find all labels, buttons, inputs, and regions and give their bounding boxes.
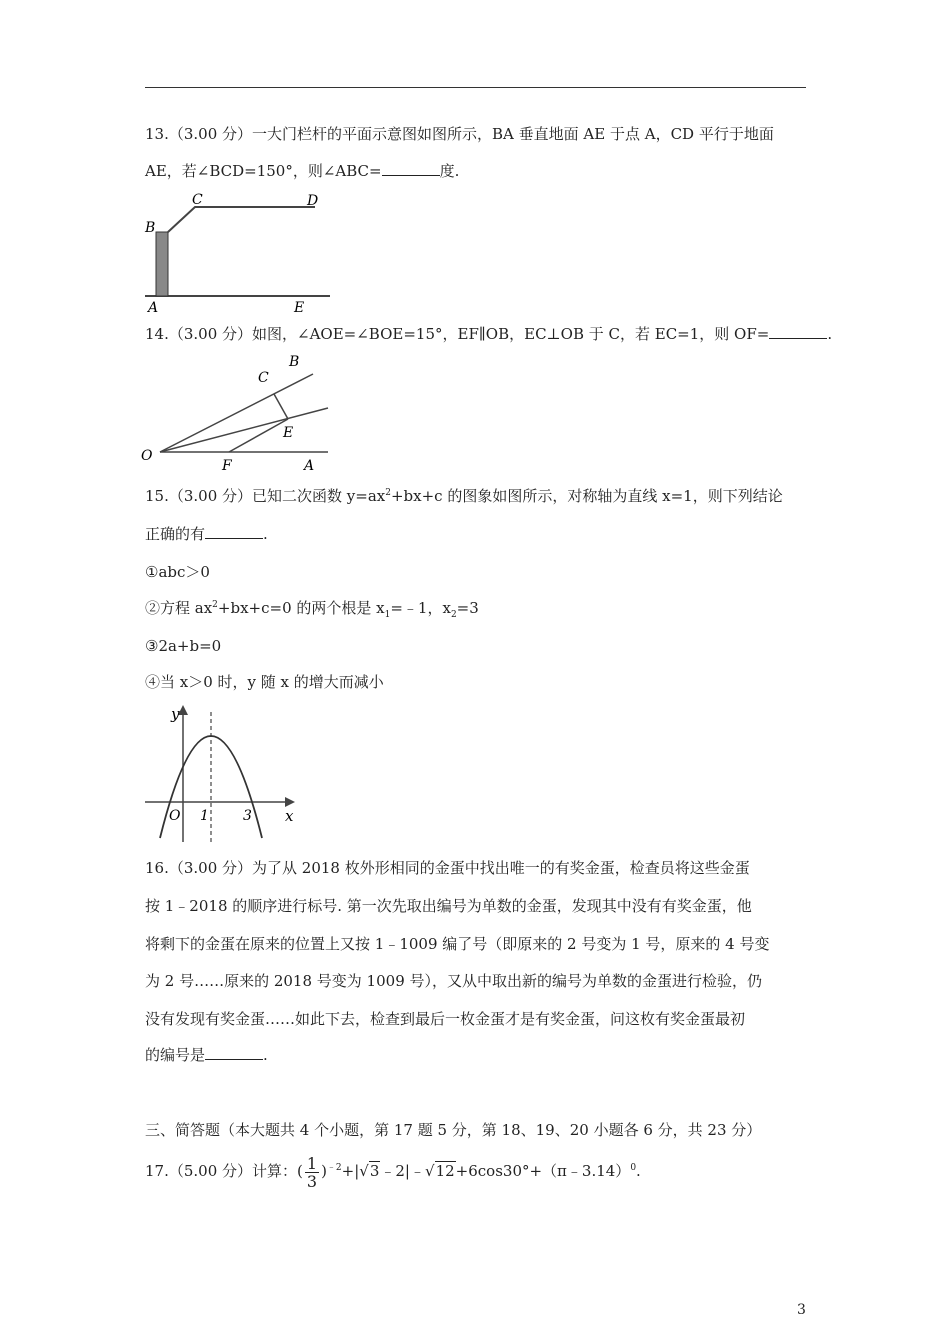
q16-line5: 没有发现有奖金蛋……如此下去，检查到最后一枚金蛋才是有奖金蛋，问这枚有奖金蛋最初 (145, 1010, 746, 1028)
answer-blank (205, 524, 263, 539)
q14-figure (138, 348, 338, 480)
answer-blank (205, 1045, 263, 1060)
header-rule (145, 87, 806, 88)
label-c: C (192, 192, 203, 208)
fraction-one-third: $\frac{1}{3}$ (306, 1153, 318, 1191)
sqrt-12: 12 (435, 1162, 455, 1180)
label-a: A (148, 300, 159, 316)
sqrt-3: 3 (369, 1162, 380, 1180)
y-axis-arrow (178, 705, 188, 715)
q13-line2: AE，若∠BCD=150°，则∠ABC= 度. (145, 162, 460, 180)
label-o: O (141, 448, 153, 464)
label-d: D (307, 193, 319, 209)
q15-option-2: ②方程 $ax^2+bx+c=0$ 的两个根是 $x_1=﹣1$，$x_2=3$ (145, 599, 479, 620)
section-heading: 三、简答题（本大题共 4 个小题，第 17 题 5 分，第 18、19、20 小题各 6 分，共 23 分） (145, 1121, 762, 1139)
q16-line1: 16.（3.00 分）为了从 2018 枚外形相同的金蛋中找出唯一的有奖金蛋，检查员将这些金蛋 (145, 859, 750, 877)
q16-line6: 的编号是 . (145, 1046, 268, 1064)
q17-line: 17.（5.00 分）计算：( $\frac{1}{3}$ )$^{﹣2}$+|√3﹣2|﹣√12+6cos30°+（π﹣3.14）$^0$. (145, 1153, 641, 1191)
tick-label-1: 1 (200, 808, 209, 824)
q15-option-3: ③2a+b=0 (145, 637, 222, 655)
y-axis-label: y (171, 705, 180, 723)
q15-line1: 15.（3.00 分）已知二次函数 $y=ax^2+bx+c$ 的图象如图所示，对称轴为直线 x=1，则下列结论 (145, 487, 783, 505)
q15-line2: 正确的有 . (145, 525, 268, 543)
answer-blank (382, 161, 440, 176)
x-axis-label: x (285, 807, 294, 825)
q16-line4: 为 2 号……原来的 2018 号变为 1009 号），又从中取出新的编号为单数的金蛋进行检验，仍 (145, 972, 763, 990)
ray-oe (160, 408, 328, 452)
label-a: A (304, 458, 315, 474)
label-e: E (294, 300, 305, 316)
q16-line2: 按 1﹣2018 的顺序进行标号. 第一次先取出编号为单数的金蛋，发现其中没有有奖金蛋，他 (145, 897, 752, 915)
q15-option-1: ①abc＞0 (145, 563, 210, 581)
origin-label: O (169, 808, 181, 824)
page-number: 3 (797, 1302, 806, 1318)
label-e: E (283, 425, 294, 441)
q13-line1: 13.（3.00 分）一大门栏杆的平面示意图如图所示，BA 垂直地面 AE 于点 A，CD 平行于地面 (145, 125, 774, 143)
gate-post (156, 232, 168, 296)
gate-rail (168, 207, 315, 232)
q15-option-4: ④当 x＞0 时，y 随 x 的增大而减小 (145, 673, 384, 691)
q15-parabola-graph (143, 700, 303, 849)
label-b: B (145, 220, 156, 236)
segment-ef (229, 419, 288, 452)
q13-figure (140, 188, 340, 320)
q16-line3: 将剩下的金蛋在原来的位置上又按 1﹣1009 编了号（即原来的 2 号变为 1 号，原来的 4 号变 (145, 935, 770, 953)
x-axis-arrow (285, 797, 295, 807)
label-c: C (258, 370, 269, 386)
answer-blank (769, 324, 827, 339)
label-b: B (289, 354, 300, 370)
label-f: F (222, 458, 232, 474)
q14-line: 14.（3.00 分）如图，∠AOE=∠BOE=15°，EF∥OB，EC⊥OB 于 C，若 EC=1，则 OF= . (145, 325, 833, 343)
tick-label-3: 3 (243, 808, 252, 824)
segment-ec (274, 394, 288, 419)
